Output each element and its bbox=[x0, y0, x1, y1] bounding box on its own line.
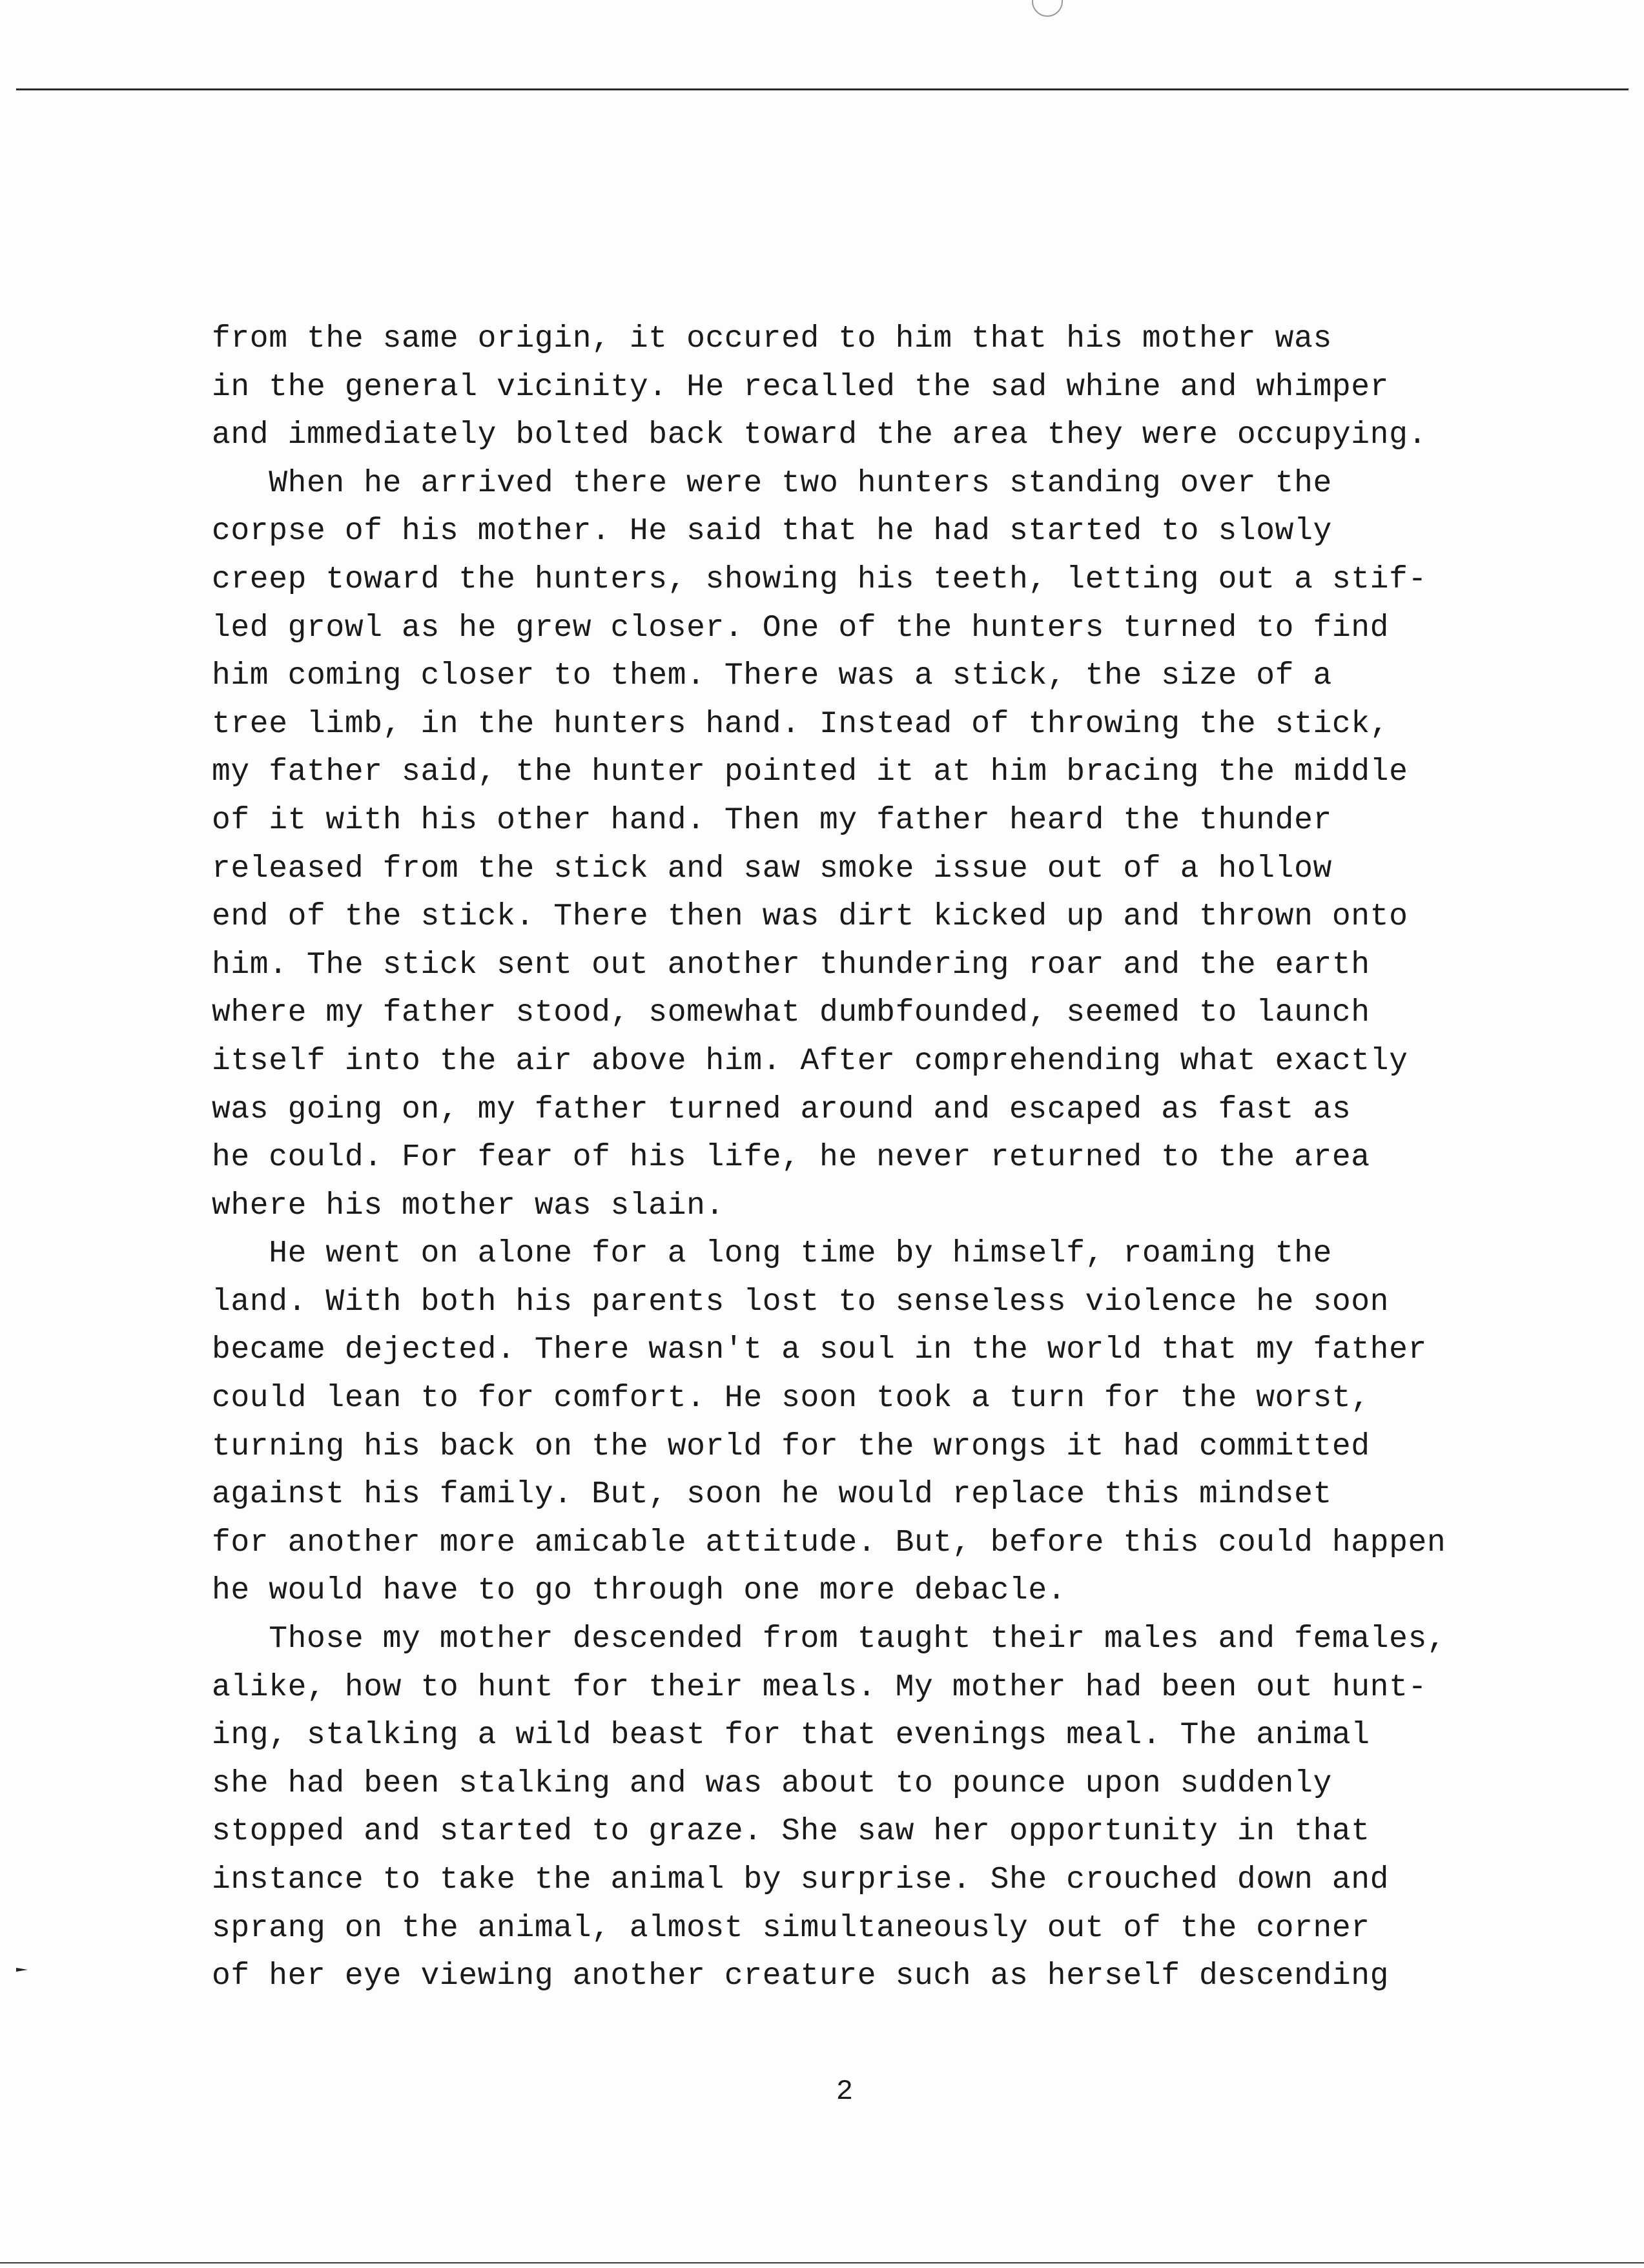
text-line: instance to take the animal by surprise. She crouched down and bbox=[212, 1863, 1390, 1897]
text-line: my father said, the hunter pointed it at him bracing the middle bbox=[212, 755, 1408, 790]
text-line: against his family. But, soon he would replace this mindset bbox=[212, 1477, 1332, 1513]
text-line: and immediately bolted back toward the area they were occupying. bbox=[212, 418, 1427, 453]
text-line: He went on alone for a long time by himself, roaming the bbox=[212, 1236, 1332, 1272]
body-text bbox=[212, 315, 1510, 2001]
text-line: ing, stalking a wild beast for that evenings meal. The animal bbox=[212, 1718, 1370, 1753]
text-line: could lean to for comfort. He soon took a turn for the worst, bbox=[212, 1381, 1370, 1416]
text-line: When he arrived there were two hunters standing over the bbox=[212, 465, 1332, 501]
text-line: in the general vicinity. He recalled the sad whine and whimper bbox=[212, 369, 1390, 405]
text-line: him. The stick sent out another thundering roar and the earth bbox=[212, 947, 1370, 983]
text-line: led growl as he grew closer. One of the hunters turned to find bbox=[212, 610, 1390, 646]
text-line: itself into the air above him. After comprehending what exactly bbox=[212, 1043, 1408, 1079]
text-line: end of the stick. There then was dirt kicked up and thrown onto bbox=[212, 899, 1408, 935]
text-line: him coming closer to them. There was a stick, the size of a bbox=[212, 659, 1332, 694]
text-line: stopped and started to graze. She saw her opportunity in that bbox=[212, 1814, 1370, 1850]
text-line: where my father stood, somewhat dumbfounded, seemed to launch bbox=[212, 996, 1370, 1031]
text-line: of it with his other hand. Then my father heard the thunder bbox=[212, 802, 1332, 838]
text-line: of her eye viewing another creature such as herself descending bbox=[212, 1959, 1390, 1994]
margin-arrow-mark bbox=[16, 1968, 28, 1972]
text-line: became dejected. There wasn't a soul in the world that my father bbox=[212, 1333, 1427, 1368]
text-line: corpse of his mother. He said that he had started to slowly bbox=[212, 514, 1332, 549]
text-line: turning his back on the world for the wrongs it had committed bbox=[212, 1429, 1370, 1464]
text-line: creep toward the hunters, showing his teeth, letting out a stif- bbox=[212, 562, 1427, 597]
text-line: where his mother was slain. bbox=[212, 1188, 724, 1223]
top-divider-line bbox=[16, 88, 1629, 90]
text-line: Those my mother descended from taught their males and females, bbox=[212, 1622, 1446, 1657]
text-line: alike, how to hunt for their meals. My mother had been out hunt- bbox=[212, 1670, 1427, 1705]
page-number: 2 bbox=[836, 2076, 854, 2108]
text-line: he would have to go through one more debacle. bbox=[212, 1573, 1067, 1609]
text-line: he could. For fear of his life, he never returned to the area bbox=[212, 1140, 1370, 1176]
text-line: released from the stick and saw smoke issue out of a hollow bbox=[212, 851, 1332, 886]
text-line: for another more amicable attitude. But, before this could happen bbox=[212, 1525, 1446, 1560]
punch-hole-mark bbox=[1032, 0, 1063, 17]
text-line: sprang on the animal, almost simultaneously out of the corner bbox=[212, 1910, 1370, 1946]
bottom-edge-line bbox=[0, 2262, 1644, 2263]
text-line: was going on, my father turned around and escaped as fast as bbox=[212, 1092, 1351, 1127]
text-line: tree limb, in the hunters hand. Instead of throwing the stick, bbox=[212, 706, 1390, 742]
text-line: land. With both his parents lost to senseless violence he soon bbox=[212, 1284, 1390, 1320]
text-line: she had been stalking and was about to pounce upon suddenly bbox=[212, 1766, 1332, 1801]
text-line: from the same origin, it occured to him that his mother was bbox=[212, 322, 1332, 356]
